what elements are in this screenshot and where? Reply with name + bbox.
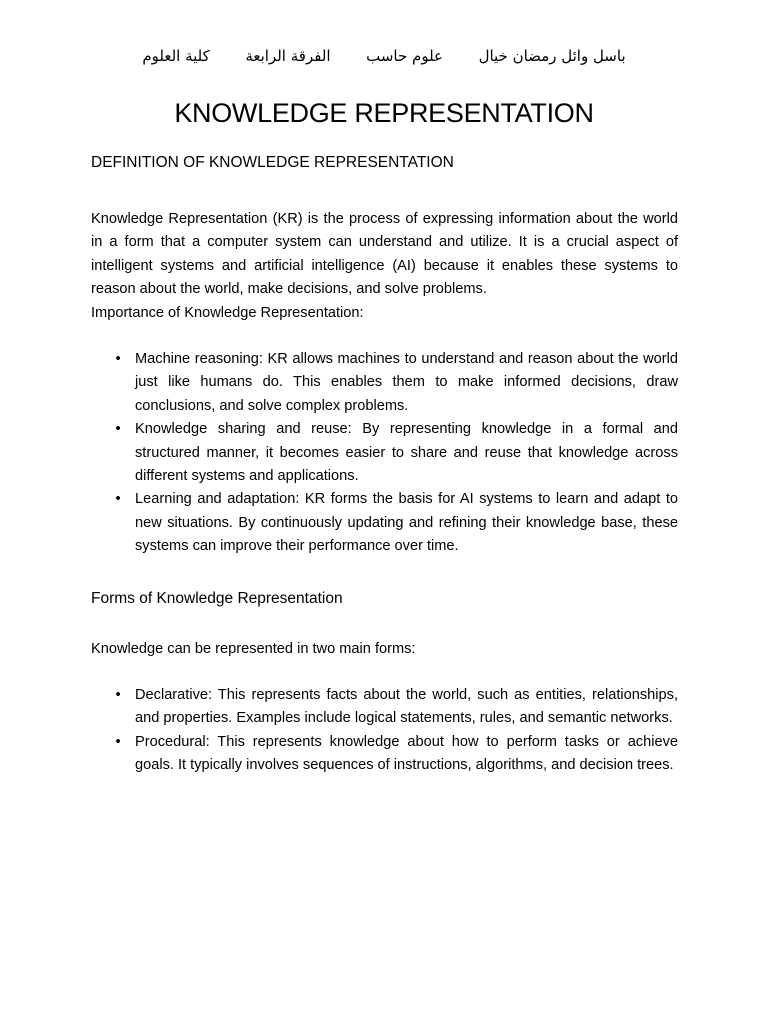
list-item-text: Knowledge sharing and reuse: By representing knowledge in a formal and structured manner, it becomes easier to share and reuse that knowledge across different systems and applications. xyxy=(135,421,678,485)
academic-year: الفرقة الرابعة xyxy=(245,47,331,65)
list-item xyxy=(91,348,678,418)
list-item-text: Procedural: This represents knowledge about how to perform tasks or achieve goals. It typically involves sequences of instructions, algorithms, and decision trees. xyxy=(135,733,678,774)
faculty: كلية العلوم xyxy=(142,47,210,65)
list-item-text: Declarative: This represents facts about the world, such as entities, relationships, and properties. Examples include logical statements, rules, and semantic networks. xyxy=(135,687,678,727)
bullet-icon: • xyxy=(115,733,121,750)
bullet-icon: • xyxy=(115,687,121,703)
list-item-text: Machine reasoning: KR allows machines to understand and reason about the world just like humans do. This enables them to make informed decisions, draw conclusions, and solve complex problems. xyxy=(135,351,678,414)
bullet-icon: • xyxy=(115,491,121,508)
list-item xyxy=(91,488,678,558)
bullet-icon: • xyxy=(115,351,121,367)
list-item xyxy=(91,418,678,488)
definition-paragraph: Knowledge Representation (KR) is the process of expressing information about the world in a form that a computer system can understand and utilize. It is a crucial aspect of intelligent systems and artificial intelligence (AI) because it enables these systems to reason about the world, make decisions, and solve problems. xyxy=(91,211,678,298)
list-item xyxy=(91,731,678,778)
bullet-icon: • xyxy=(115,421,121,438)
forms-list xyxy=(91,684,678,778)
author-name: باسل وائل رمضان خيال xyxy=(478,47,626,65)
section-heading-forms: Forms of Knowledge Representation xyxy=(91,590,343,607)
department: علوم حاسب xyxy=(366,47,443,65)
forms-intro: Knowledge can be represented in two main forms: xyxy=(91,641,416,657)
document-title: KNOWLEDGE REPRESENTATION xyxy=(174,98,594,128)
list-item-text: Learning and adaptation: KR forms the basis for AI systems to learn and adapt to new situations. By continuously updating and refining their knowledge base, these systems can improve their performance over time. xyxy=(135,491,678,555)
importance-label: Importance of Knowledge Representation: xyxy=(91,305,364,321)
author-header xyxy=(0,44,768,68)
list-item xyxy=(91,684,678,731)
importance-list xyxy=(91,348,678,559)
section-heading-definition: DEFINITION OF KNOWLEDGE REPRESENTATION xyxy=(91,154,454,171)
